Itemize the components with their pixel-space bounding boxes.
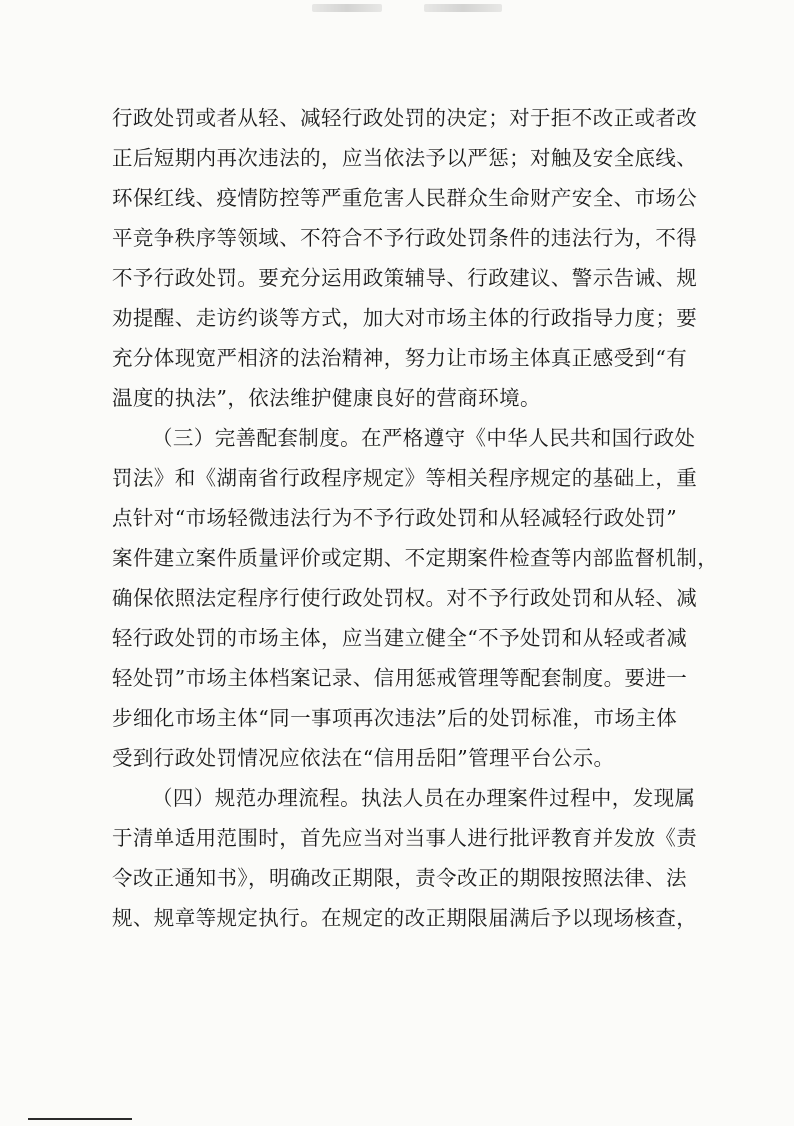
paragraph-line: 正后短期内再次违法的，应当依法予以严惩；对触及安全底线、	[112, 146, 698, 170]
paragraph-line: 轻行政处罚的市场主体，应当建立健全“不予处罚和从轻或者减	[112, 626, 688, 650]
paragraph-line: 环保红线、疫情防控等严重危害人民群众生命财产安全、市场公	[112, 186, 698, 210]
scan-header-marks	[0, 4, 794, 14]
paragraph-line: 温度的执法”，依法维护健康良好的营商环境。	[112, 386, 541, 410]
paragraph-line: 充分体现宽严相济的法治精神，努力让市场主体真正感受到“有	[112, 346, 688, 370]
paragraph-line: 步细化市场主体“同一事项再次违法”后的处罚标准，市场主体	[112, 706, 678, 730]
paragraph-line: 确保依照法定程序行使行政处罚权。对不予行政处罚和从轻、减	[112, 586, 698, 610]
scan-stamp-mark	[312, 4, 382, 12]
paragraph-line: 罚法》和《湖南省行政程序规定》等相关程序规定的基础上，重	[112, 466, 698, 490]
paragraph-line: 行政处罚或者从轻、减轻行政处罚的决定；对于拒不改正或者改	[112, 106, 698, 130]
paragraph-line: 令改正通知书》，明确改正期限，责令改正的期限按照法律、法	[112, 866, 687, 890]
paragraph-line: 轻处罚”市场主体档案记录、信用惩戒管理等配套制度。要进一	[112, 666, 688, 690]
paragraph-line: 于清单适用范围时，首先应当对当事人进行批评教育并发放《责	[112, 826, 698, 850]
paragraph-line: 点针对“市场轻微违法行为不予行政处罚和从轻减轻行政处罚”	[112, 506, 678, 530]
paragraph-line: 劝提醒、走访约谈等方式，加大对市场主体的行政指导力度；要	[112, 306, 698, 330]
paragraph-line: 不予行政处罚。要充分运用政策辅导、行政建议、警示告诫、规	[112, 266, 698, 290]
paragraph-line: 规、规章等规定执行。在规定的改正期限届满后予以现场核查，	[112, 906, 698, 930]
scan-stamp-mark	[424, 4, 502, 12]
document-body	[112, 98, 719, 938]
footer-rule	[28, 1118, 132, 1120]
section-heading-line: （四）规范办理流程。执法人员在办理案件过程中，发现属	[152, 786, 696, 810]
section-heading-line: （三）完善配套制度。在严格遵守《中华人民共和国行政处	[152, 426, 696, 450]
paragraph-line: 案件建立案件质量评价或定期、不定期案件检查等内部监督机制，	[112, 546, 719, 570]
paragraph-line: 受到行政处罚情况应依法在“信用岳阳”管理平台公示。	[112, 746, 615, 770]
paragraph-line: 平竞争秩序等领域、不符合不予行政处罚条件的违法行为，不得	[112, 226, 698, 250]
